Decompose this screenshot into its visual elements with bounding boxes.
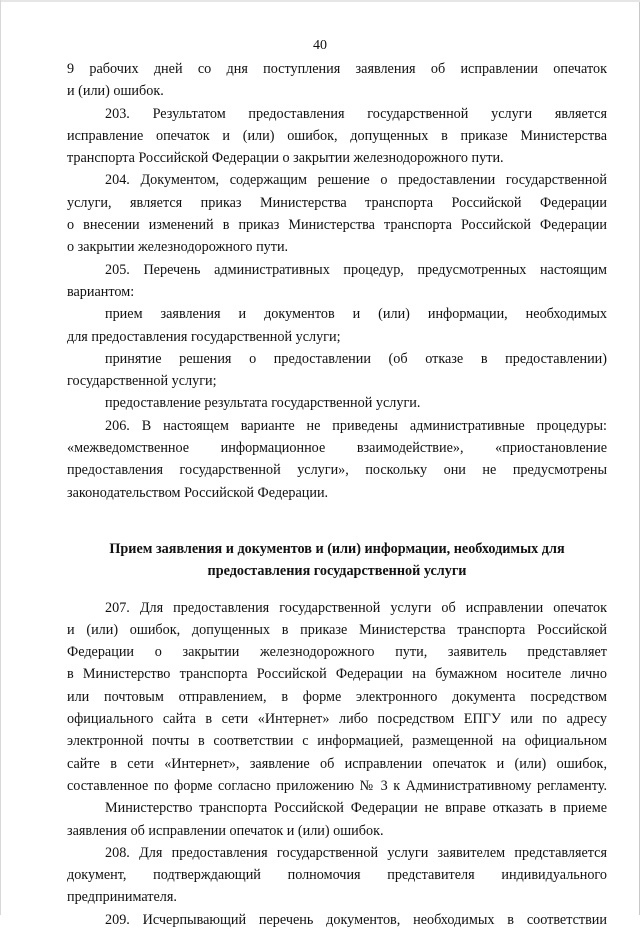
text-line: законодательством Российской Федерации. [67, 484, 329, 501]
text-line: прием заявления и документов и (или) информации, необходимых [105, 306, 607, 323]
text-line: вариантом: [67, 283, 135, 300]
text-line: предоставление результата государственной услуги. [105, 395, 421, 412]
section-heading [67, 538, 607, 583]
text-line: предпринимателя. [67, 889, 177, 906]
page-number: 40 [313, 38, 327, 53]
text-line: или почтовым отправлением, в форме электронного документа посредством [67, 688, 607, 705]
text-line: о закрытии железнодорожного пути. [67, 239, 289, 256]
text-line: электронной почты в соответствии с информацией, размещенной на официальном [67, 733, 607, 750]
text-line: «межведомственное информационное взаимодействие», «приостановление [67, 440, 607, 457]
document-body [67, 58, 607, 931]
text-line: 203. Результатом предоставления государственной услуги является [105, 105, 607, 122]
paragraphs-207-209 [67, 597, 607, 931]
text-line: исправление опечаток и (или) ошибок, допущенных в приказе Министерства [67, 127, 607, 144]
text-line: транспорта Российской Федерации о закрытии железнодорожного пути. [67, 150, 504, 167]
text-line: государственной услуги; [67, 373, 217, 390]
text-line: 206. В настоящем варианте не приведены административные процедуры: [105, 417, 607, 434]
text-line: 209. Исчерпывающий перечень документов, необходимых в соответствии [105, 911, 607, 928]
section-gap [67, 504, 607, 538]
paragraphs-203-206 [67, 58, 607, 504]
text-line: в Министерство транспорта Российской Федерации на бумажном носителе лично [67, 666, 607, 683]
text-line: услуги, является приказ Министерства транспорта Российской Федерации [67, 194, 607, 211]
text-line: составленное по форме согласно приложению № 3 к Административному регламенту. [67, 777, 607, 794]
heading-line: Прием заявления и документов и (или) информации, необходимых для [109, 540, 565, 557]
text-line: и (или) ошибок. [67, 83, 164, 100]
text-line: документ, подтверждающий полномочия представителя индивидуального [67, 867, 607, 884]
text-line: 208. Для предоставления государственной услуги заявителем представляется [105, 844, 607, 861]
text-line: принятие решения о предоставлении (об отказе в предоставлении) [105, 350, 607, 367]
text-line: 205. Перечень административных процедур, предусмотренных настоящим [105, 261, 607, 278]
heading-gap [67, 583, 607, 597]
scan-edge [1, 0, 640, 2]
text-line: 207. Для предоставления государственной услуги об исправлении опечаток [105, 599, 607, 616]
text-line: заявления об исправлении опечаток и (или) ошибок. [67, 822, 384, 839]
text-line: 9 рабочих дней со дня поступления заявления об исправлении опечаток [67, 61, 607, 77]
text-line: сайте в сети «Интернет», заявление об исправлении опечаток и (или) ошибок, [67, 755, 607, 772]
text-line: о внесении изменений в приказ Министерства транспорта Российской Федерации [67, 217, 607, 234]
text-line: официального сайта в сети «Интернет» либо посредством ЕПГУ или по адресу [67, 711, 607, 728]
text-line: Министерство транспорта Российской Федерации не вправе отказать в приеме [105, 800, 607, 817]
text-line: для предоставления государственной услуги; [67, 328, 341, 345]
text-line: предоставления государственной услуги», поскольку они не предусмотрены [67, 462, 607, 479]
text-line: и (или) ошибок, допущенных в приказе Министерства транспорта Российской [67, 621, 607, 638]
text-line: Федерации о закрытии железнодорожного пути, заявитель представляет [67, 644, 607, 661]
heading-line: предоставления государственной услуги [207, 563, 467, 580]
text-line: 204. Документом, содержащим решение о предоставлении государственной [105, 172, 607, 189]
